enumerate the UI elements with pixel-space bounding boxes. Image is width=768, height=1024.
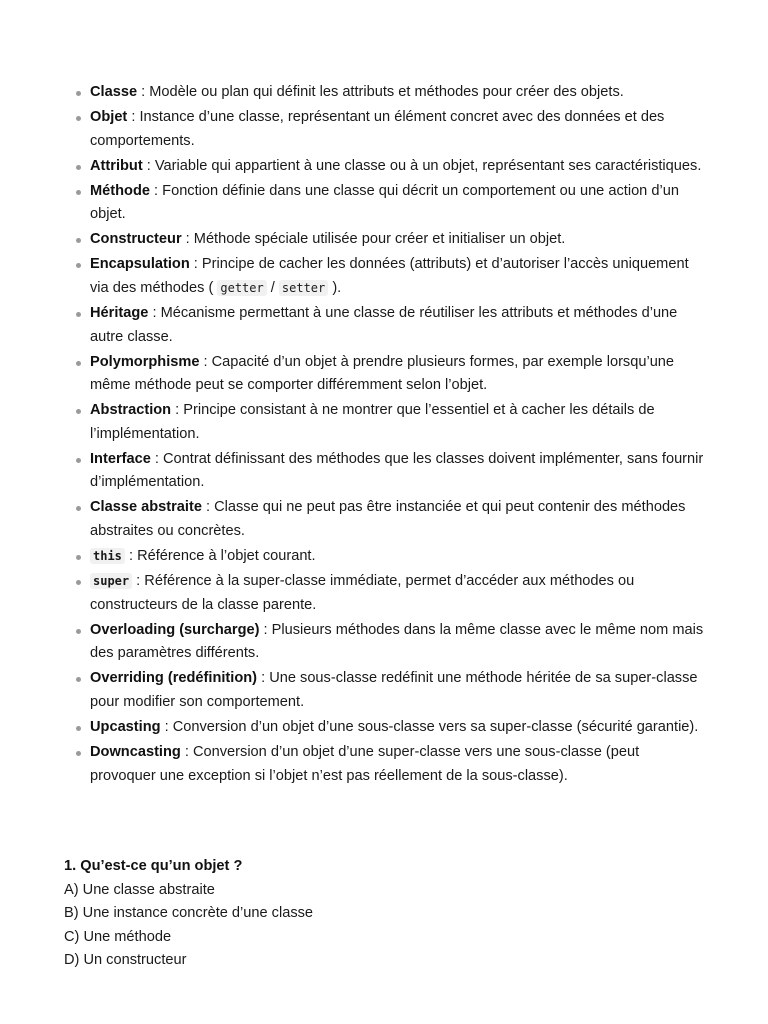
glossary-item-interface: [68, 448, 708, 495]
glossary-definition-end: ).: [328, 279, 342, 296]
glossary-term: Constructeur: [90, 231, 182, 248]
glossary-item-overloading: [68, 619, 708, 666]
quiz-option-b: B) Une instance concrète d’une classe: [64, 905, 314, 921]
glossary-definition: : Plusieurs méthodes dans la même classe avec le même nom mais des paramètres différents.: [90, 621, 704, 662]
glossary-definition: : Classe qui ne peut pas être instanciée et qui peut contenir des méthodes abstraites ou concrètes.: [90, 499, 686, 539]
glossary-term-code: this: [90, 548, 125, 564]
glossary-item-this: [68, 545, 708, 569]
glossary-item-attribut: [68, 155, 708, 179]
glossary-item-methode: [68, 180, 708, 227]
quiz-option-c: C) Une méthode: [64, 928, 172, 945]
glossary-term: Objet: [90, 109, 128, 126]
glossary-term: Classe abstraite: [90, 499, 202, 516]
glossary-definition: : Principe consistant à ne montrer que l’essentiel et à cacher les détails de l’implémentation.: [90, 402, 655, 442]
glossary-definition: : Contrat définissant des méthodes que les classes doivent implémenter, sans fournir d’implémentation.: [90, 450, 704, 491]
glossary-definition: : Méthode spéciale utilisée pour créer et initialiser un objet.: [181, 231, 566, 248]
glossary-term: Upcasting: [90, 718, 161, 735]
glossary-term: Overloading (surcharge): [90, 621, 260, 638]
glossary-definition: : Référence à l’objet courant.: [124, 548, 316, 565]
glossary-item-classe-abstraite: [68, 496, 708, 543]
glossary-item-abstraction: [68, 399, 708, 446]
glossary-item-downcasting: [68, 741, 708, 788]
glossary-term: Attribut: [90, 157, 143, 174]
glossary-term: Interface: [90, 450, 151, 467]
glossary-term: Downcasting: [90, 744, 181, 760]
glossary-item-super: [68, 570, 708, 617]
glossary-definition: : Principe de cacher les données (attributs) et d’autoriser l’accès uniquement via des méthodes (: [90, 256, 689, 296]
glossary-definition: : Fonction définie dans une classe qui décrit un comportement ou une action d’un objet.: [90, 182, 679, 223]
glossary-item-overriding: [68, 667, 708, 714]
code-getter: getter: [217, 280, 266, 296]
glossary-definition: : Instance d’une classe, représentant un élément concret avec des données et des comportements.: [90, 109, 665, 149]
glossary-item-upcasting: [68, 716, 708, 740]
glossary-item-objet: [68, 106, 708, 153]
glossary-definition: : Conversion d’un objet d’une super-classe vers une sous-classe (peut provoquer une exception si l’objet n’est pas réellement de la sous-classe).: [90, 744, 640, 784]
quiz-question: 1. Qu’est-ce qu’un objet ?: [64, 858, 243, 874]
glossary-term: Abstraction: [90, 402, 172, 419]
quiz-section: [64, 855, 704, 973]
glossary-definition: : Variable qui appartient à une classe ou à un objet, représentant ses caractéristiques.: [142, 157, 702, 174]
glossary-item-constructeur: [68, 228, 708, 252]
glossary-definition: : Mécanisme permettant à une classe de réutiliser les attributs et méthodes d’une autre classe.: [90, 305, 678, 345]
quiz-option-d: D) Un constructeur: [64, 952, 187, 968]
glossary-definition: : Une sous-classe redéfinit une méthode héritée de sa super-classe pour modifier son comportement.: [90, 670, 698, 710]
glossary-term: Méthode: [90, 182, 150, 199]
code-separator: /: [266, 279, 279, 296]
glossary-term: Classe: [90, 84, 138, 100]
glossary-term: Overriding (redéfinition): [90, 670, 258, 687]
code-setter: setter: [279, 280, 328, 296]
quiz-option-a: A) Une classe abstraite: [64, 881, 215, 898]
glossary-term: Encapsulation: [90, 256, 190, 273]
glossary-term: Héritage: [90, 305, 149, 322]
glossary-definition: : Référence à la super-classe immédiate, permet d’accéder aux méthodes ou constructeurs de la classe parente.: [90, 573, 635, 613]
glossary-definition: : Capacité d’un objet à prendre plusieurs formes, par exemple lorsqu’une même méthode peut se comporter différemment selon l’objet.: [90, 353, 675, 394]
glossary-definition: : Modèle ou plan qui définit les attributs et méthodes pour créer des objets.: [137, 84, 624, 100]
glossary-list: [68, 81, 708, 790]
glossary-item-heritage: [68, 302, 708, 349]
glossary-definition: : Conversion d’un objet d’une sous-classe vers sa super-classe (sécurité garantie).: [160, 718, 699, 735]
glossary-item-encapsulation: [68, 253, 708, 300]
glossary-item-polymorphisme: [68, 351, 708, 398]
glossary-item-classe: [68, 81, 708, 105]
glossary-term-code: super: [90, 573, 132, 589]
glossary-term: Polymorphisme: [90, 353, 200, 370]
